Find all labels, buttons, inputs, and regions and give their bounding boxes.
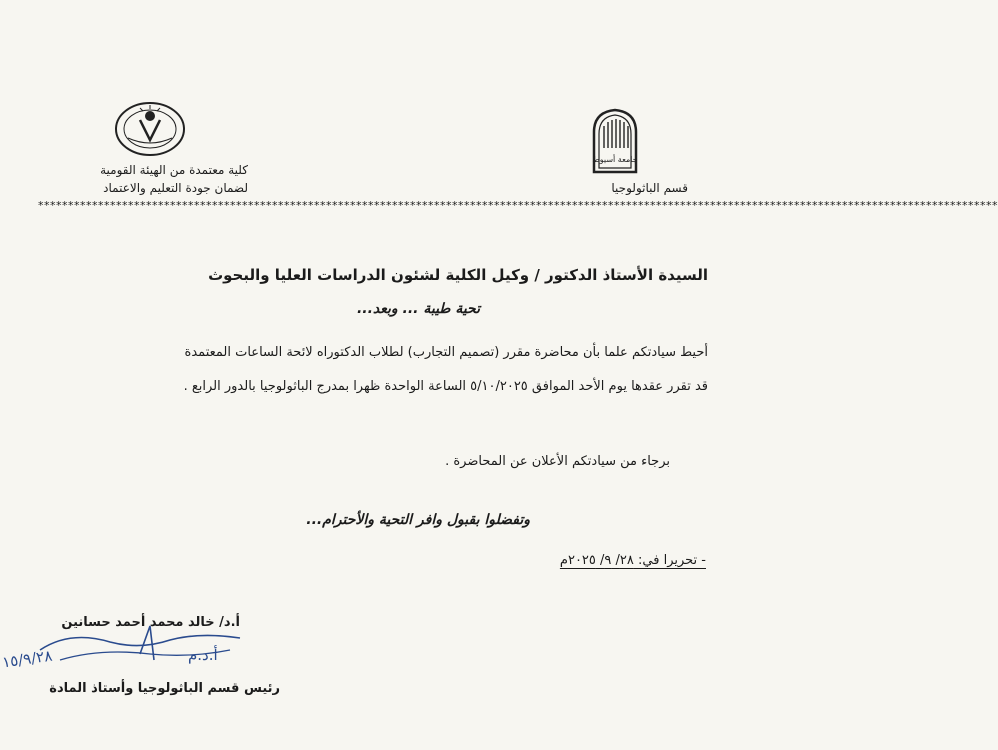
signer-name: أ.د/ خالد محمد أحمد حسانين [61, 615, 240, 630]
date-line: - تحريرا في: ٢٨/ ٩/ ٢٠٢٥م [559, 553, 706, 568]
department-logo [590, 108, 640, 174]
addressee: السيدة الأستاذ الدكتور / وكيل الكلية لشئون الدراسات العليا والبحوث [208, 266, 708, 284]
greeting: تحية طيبة ... وبعد... [356, 301, 480, 317]
accreditation-line-1: كلية معتمدة من الهيئة القومية [100, 163, 248, 177]
header-separator: **************************************************************************************************************************************************************** [38, 199, 998, 212]
accreditation-logo [112, 100, 188, 158]
signer-title: رئيس قسم الباثولوجيا وأستاذ المادة [49, 681, 280, 696]
paragraph-line-2: قد تقرر عقدها يوم الأحد الموافق ٥/١٠/٢٠٢٥ الساعة الواحدة ظهرا بمدرج الباثولوجيا بالدور الرابع . [183, 379, 708, 394]
department-logo-text: جامعة أسيوط [592, 155, 638, 164]
department-name: قسم الباثولوجيا [611, 181, 688, 195]
handwritten-initials: أ.د.م [188, 646, 218, 664]
accreditation-line-2: لضمان جودة التعليم والاعتماد [103, 181, 248, 195]
closing-line: وتفضلوا بقبول وافر التحية والأحترام... [306, 512, 530, 528]
paragraph-line-1: أحيط سيادتكم علما بأن محاضرة مقرر (تصميم التجارب) لطلاب الدكتوراه لائحة الساعات المعتمدة [184, 345, 708, 360]
handwritten-date: ١٥/٩/٢٨ [0, 646, 54, 672]
request-line: برجاء من سيادتكم الأعلان عن المحاضرة . [445, 454, 670, 469]
